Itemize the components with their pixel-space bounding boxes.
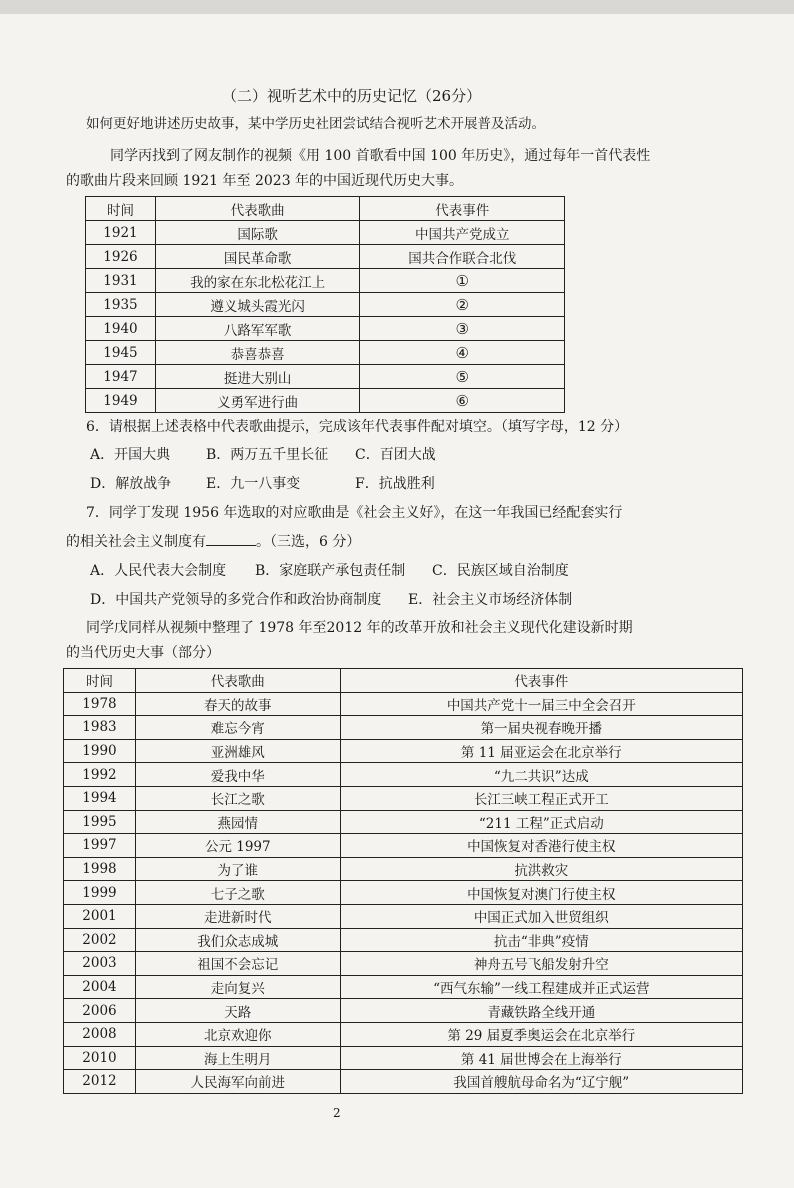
event-cell: 抗击“非典”疫情 [340, 928, 742, 952]
song-cell: 北京欢迎你 [135, 1022, 340, 1046]
section-intro: 如何更好地讲述历史故事，某中学历史社团尝试结合视听艺术开展普及活动。 [86, 116, 545, 132]
event-cell: 国共合作联合北伐 [360, 245, 565, 269]
table-row [64, 952, 743, 976]
table-row [86, 389, 565, 413]
song-cell: 亚洲雄风 [135, 739, 340, 763]
table-row [64, 1046, 743, 1070]
event-cell: 第 11 届亚运会在北京举行 [340, 739, 742, 763]
event-blank-cell: ① [360, 269, 565, 293]
event-cell: 神舟五号飞船发射升空 [340, 952, 742, 976]
year-cell: 1935 [86, 293, 156, 317]
table-row [86, 341, 565, 365]
year-cell: 2003 [64, 952, 136, 976]
answer-blank[interactable] [206, 531, 256, 546]
song-cell: 恭喜恭喜 [155, 341, 360, 365]
q6-option-b: B．两万五千里长征 [206, 447, 329, 463]
table-row [64, 834, 743, 858]
song-cell: 遵义城头霞光闪 [155, 293, 360, 317]
event-cell: 中国共产党成立 [360, 221, 565, 245]
year-cell: 1978 [64, 692, 136, 716]
year-cell: 1995 [64, 810, 136, 834]
song-cell: 海上生明月 [135, 1046, 340, 1070]
table-row [64, 810, 743, 834]
q6-option-d: D．解放战争 [90, 476, 172, 492]
paragraph-2-line-2: 的当代历史大事（部分） [66, 645, 220, 661]
song-cell: 长江之歌 [135, 786, 340, 810]
event-cell: “211 工程”正式启动 [340, 810, 742, 834]
year-cell: 2012 [64, 1070, 136, 1094]
q7-option-a: A．人民代表大会制度 [90, 563, 227, 579]
song-cell: 我的家在东北松花江上 [155, 269, 360, 293]
event-blank-cell: ④ [360, 341, 565, 365]
table-row [86, 317, 565, 341]
section-title: （二）视听艺术中的历史记忆（26分） [222, 87, 482, 105]
paragraph-2-line-1: 同学戊同样从视频中整理了 1978 年至2012 年的改革开放和社会主义现代化建设新时期 [86, 620, 633, 636]
table-row [64, 975, 743, 999]
table-row [64, 716, 743, 740]
song-cell: 人民海军向前进 [135, 1070, 340, 1094]
year-cell: 1949 [86, 389, 156, 413]
question-7-line-2 [66, 531, 360, 552]
q7-text-before: 的相关社会主义制度有 [66, 534, 206, 550]
year-cell: 1947 [86, 365, 156, 389]
event-blank-cell: ⑤ [360, 365, 565, 389]
question-6: 6．请根据上述表格中代表歌曲提示，完成该年代表事件配对填空。（填写字母，12 分） [86, 419, 629, 435]
table-row [86, 365, 565, 389]
header-year: 时间 [64, 669, 136, 693]
header-event: 代表事件 [360, 197, 565, 221]
year-cell: 2006 [64, 999, 136, 1023]
event-cell: “九二共识”达成 [340, 763, 742, 787]
year-cell: 1999 [64, 881, 136, 905]
table-row [64, 857, 743, 881]
song-cell: 我们众志成城 [135, 928, 340, 952]
table-row [64, 739, 743, 763]
year-cell: 2008 [64, 1022, 136, 1046]
q7-option-b: B．家庭联产承包责任制 [255, 563, 406, 579]
table-row [64, 904, 743, 928]
song-cell: 爱我中华 [135, 763, 340, 787]
event-cell: 第 41 届世博会在上海举行 [340, 1046, 742, 1070]
table-row [86, 269, 565, 293]
year-cell: 2004 [64, 975, 136, 999]
table-row [86, 221, 565, 245]
event-cell: 第一届央视春晚开播 [340, 716, 742, 740]
year-cell: 1998 [64, 857, 136, 881]
event-cell: 中国正式加入世贸组织 [340, 904, 742, 928]
year-cell: 1940 [86, 317, 156, 341]
event-cell: 中国恢复对澳门行使主权 [340, 881, 742, 905]
year-cell: 1997 [64, 834, 136, 858]
event-cell: 中国恢复对香港行使主权 [340, 834, 742, 858]
table-row [64, 881, 743, 905]
song-cell: 七子之歌 [135, 881, 340, 905]
song-cell: 公元 1997 [135, 834, 340, 858]
year-cell: 2002 [64, 928, 136, 952]
q6-option-c: C．百团大战 [355, 447, 436, 463]
table-row [64, 692, 743, 716]
page-number: 2 [333, 1106, 341, 1120]
song-cell: 走向复兴 [135, 975, 340, 999]
q7-option-e: E．社会主义市场经济体制 [408, 592, 573, 608]
table-row [64, 999, 743, 1023]
table-row [86, 245, 565, 269]
song-cell: 燕园情 [135, 810, 340, 834]
event-cell: 我国首艘航母命名为“辽宁舰” [340, 1070, 742, 1094]
year-cell: 1945 [86, 341, 156, 365]
year-cell: 1994 [64, 786, 136, 810]
event-cell: 中国共产党十一届三中全会召开 [340, 692, 742, 716]
event-blank-cell: ③ [360, 317, 565, 341]
year-cell: 2010 [64, 1046, 136, 1070]
song-cell: 国际歌 [155, 221, 360, 245]
song-events-table-1978-2012 [63, 668, 743, 1094]
q7-option-c: C．民族区域自治制度 [432, 563, 569, 579]
table-header-row [64, 669, 743, 693]
song-cell: 天路 [135, 999, 340, 1023]
event-blank-cell: ⑥ [360, 389, 565, 413]
song-cell: 春天的故事 [135, 692, 340, 716]
q6-option-e: E．九一八事变 [206, 476, 301, 492]
event-cell: 第 29 届夏季奥运会在北京举行 [340, 1022, 742, 1046]
song-cell: 挺进大别山 [155, 365, 360, 389]
year-cell: 1926 [86, 245, 156, 269]
event-blank-cell: ② [360, 293, 565, 317]
header-year: 时间 [86, 197, 156, 221]
event-cell: “西气东输”一线工程建成并正式运营 [340, 975, 742, 999]
paragraph-1-line-2: 的歌曲片段来回顾 1921 年至 2023 年的中国近现代历史大事。 [66, 173, 464, 189]
event-cell: 抗洪救灾 [340, 857, 742, 881]
song-events-table-1921-1949 [85, 196, 565, 413]
year-cell: 1992 [64, 763, 136, 787]
song-cell: 国民革命歌 [155, 245, 360, 269]
event-cell: 长江三峡工程正式开工 [340, 786, 742, 810]
header-event: 代表事件 [340, 669, 742, 693]
table-row [86, 293, 565, 317]
paragraph-1-line-1: 同学丙找到了网友制作的视频《用 100 首歌看中国 100 年历史》，通过每年一首代表性 [110, 148, 651, 164]
year-cell: 1921 [86, 221, 156, 245]
song-cell: 八路军军歌 [155, 317, 360, 341]
song-cell: 义勇军进行曲 [155, 389, 360, 413]
year-cell: 1931 [86, 269, 156, 293]
song-cell: 走进新时代 [135, 904, 340, 928]
q6-option-f: F．抗战胜利 [355, 476, 435, 492]
table-row [64, 786, 743, 810]
event-cell: 青藏铁路全线开通 [340, 999, 742, 1023]
table-row [64, 928, 743, 952]
table-row [64, 763, 743, 787]
year-cell: 2001 [64, 904, 136, 928]
table-row [64, 1022, 743, 1046]
header-song: 代表歌曲 [155, 197, 360, 221]
q7-text-after: 。（三选，6 分） [256, 534, 361, 550]
table-header-row [86, 197, 565, 221]
q7-option-d: D．中国共产党领导的多党合作和政治协商制度 [90, 592, 382, 608]
table-row [64, 1070, 743, 1094]
song-cell: 祖国不会忘记 [135, 952, 340, 976]
song-cell: 难忘今宵 [135, 716, 340, 740]
song-cell: 为了谁 [135, 857, 340, 881]
year-cell: 1990 [64, 739, 136, 763]
header-song: 代表歌曲 [135, 669, 340, 693]
question-7-line-1: 7．同学丁发现 1956 年选取的对应歌曲是《社会主义好》，在这一年我国已经配套实行 [86, 505, 623, 521]
year-cell: 1983 [64, 716, 136, 740]
q6-option-a: A．开国大典 [90, 447, 171, 463]
